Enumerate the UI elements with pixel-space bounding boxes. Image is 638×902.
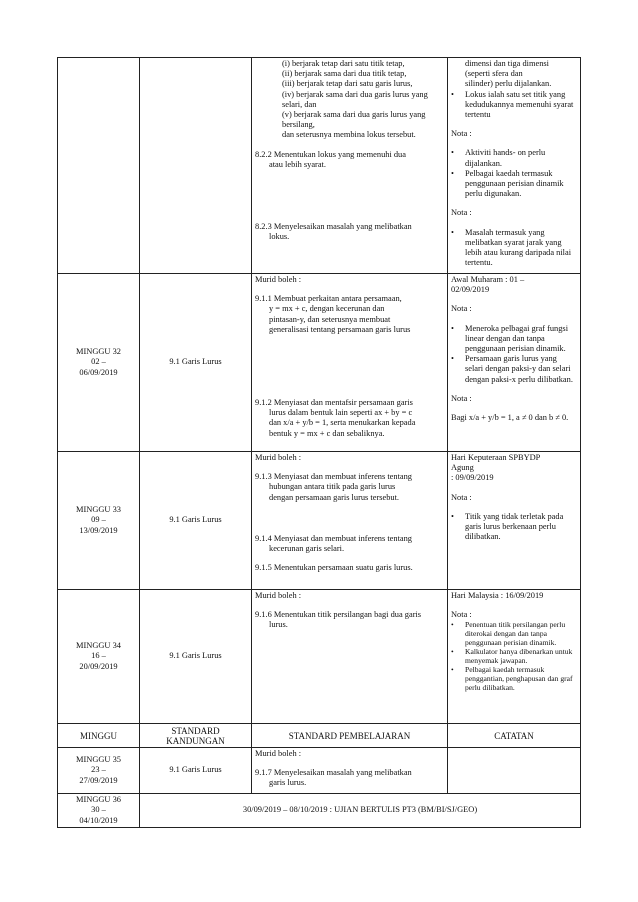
sk-cell: 9.1 Garis Lurus [140,452,252,590]
sp-9-1-5: 9.1.5 Menentukan persamaan suatu garis lurus. [255,563,413,573]
murid-boleh: Murid boleh : [255,453,302,462]
row-minggu-32 [58,274,581,452]
sk-cell: 9.1 Garis Lurus [140,590,252,724]
sp-9-1-1-line2: y = mx + c, dengan kecerunan dan [269,304,385,314]
catatan-cell-empty [448,748,581,794]
bullet-item: • Persamaan garis lurus yang selari dengan paksi-y dan selari dengan paksi-x perlu dilibatkan. [451,354,573,384]
murid-boleh: Murid boleh : [255,275,302,284]
sp-9-1-7-line1: 9.1.7 Menyelesaikan masalah yang melibatkan [255,768,412,778]
sk-cell-empty [140,58,252,274]
catatan-cell-lokus [448,58,581,274]
murid-boleh: Murid boleh : [255,749,302,758]
row-minggu-36 [58,794,581,828]
header-catatan: CATATAN [448,724,581,748]
sp-9-1-7-line2: garis lurus. [269,778,307,788]
sp-9-1-4-line2: kecerunan garis selari. [269,544,345,554]
bagi-note: Bagi x/a + y/b = 1, a ≠ 0 dan b ≠ 0. [451,413,569,423]
sp-9-1-1-line1: 9.1.1 Membuat perkaitan antara persamaan, [255,294,402,304]
catatan-event-date: : 09/09/2019 [451,473,494,483]
sp-9-1-2-line4: bentuk y = mx + c dan sebaliknya. [269,428,385,438]
sp-cell [252,748,448,794]
header-sk-line1: STANDARD [171,725,220,736]
sp-8-2-2-line2: atau lebih syarat. [269,159,326,169]
sp-9-1-6-line2: lurus. [269,620,288,630]
header-minggu: MINGGU [58,724,140,748]
minggu-cell [58,452,140,590]
nota-label: Nota : [451,610,472,620]
catatan-event: Hari Malaysia : 16/09/2019 [451,591,544,600]
minggu-date-end: 06/09/2019 [79,367,118,377]
bullet-item: • Titik yang tidak terletak pada garis lurus berkenaan perlu dilibatkan. [451,511,564,542]
minggu-label: MINGGU 33 [76,505,121,515]
catatan-line: dimensi dan tiga dimensi [465,59,549,68]
nota-label: Nota : [451,393,472,403]
minggu-cell-empty [58,58,140,274]
nota-label: Nota : [451,304,472,314]
catatan-cell [448,590,581,724]
minggu-cell [58,748,140,794]
sk-cell: 9.1 Garis Lurus [140,748,252,794]
lokus-item-1: (i) berjarak tetap dari satu titik tetap, [282,59,405,68]
minggu-label: MINGGU 32 [76,347,121,357]
lokus-item-4: (iv) berjarak sama dari dua garis lurus yang selari, dan [282,89,428,109]
murid-boleh: Murid boleh : [255,591,302,600]
minggu-date-start: 09 – [91,515,106,525]
minggu-date-start: 30 – [91,805,106,815]
nota-label: Nota : [451,129,472,139]
minggu-cell [58,590,140,724]
bullet-item: • Meneroka pelbagai graf fungsi linear dengan dan tanpa penggunaan perisian dinamik. [451,323,569,354]
sp-cell [252,274,448,452]
bullet-item: • Penentuan titik persilangan perlu diterokai dengan dan tanpa penggunaan perisian dinamik. [451,620,566,648]
bullet-item: • Pelbagai kaedah termasuk penggunaan perisian dinamik perlu digunakan. [451,168,564,199]
sp-9-1-2-line2: lurus dalam bentuk lain seperti ax + by = c [269,408,413,418]
sp-8-2-3-line1: 8.2.3 Menyelesaikan masalah yang melibatkan [255,222,412,232]
row-minggu-33 [58,452,581,590]
catatan-event: Agung [451,463,474,473]
header-sk-line2: KANDUNGAN [166,735,225,746]
rpt-table [57,57,581,828]
minggu-cell [58,794,140,828]
row-minggu-34 [58,590,581,724]
sp-9-1-2-line1: 9.1.2 Menyiasat dan mentafsir persamaan garis [255,398,413,408]
catatan-event: Hari Keputeraan SPBYDP [451,453,541,462]
catatan-event-date: 02/09/2019 [451,285,490,295]
sp-9-1-6-line1: 9.1.6 Menentukan titik persilangan bagi dua garis [255,610,422,620]
lokus-item-2: (ii) berjarak sama dari dua titik tetap, [282,69,407,79]
header-standard-kandungan [140,724,252,748]
sp-9-1-3-line1: 9.1.3 Menyiasat dan membuat inferens tentang [255,472,412,482]
bullet-item: • Masalah termasuk yang melibatkan syarat jarak yang lebih atau kurang daripada nilai tertentu. [451,227,572,268]
minggu-date-start: 16 – [91,651,106,661]
sp-cell [252,452,448,590]
sp-9-1-3-line2: hubungan antara titik pada garis lurus [269,482,396,492]
catatan-cell [448,452,581,590]
sp-9-1-3-line3: dengan persamaan garis lurus tersebut. [269,492,400,502]
catatan-line: (seperti sfera dan [465,69,523,79]
lokus-item-3: (iii) berjarak tetap dari satu garis lurus, [282,79,413,89]
minggu-date-end: 13/09/2019 [79,525,118,535]
minggu-date-start: 23 – [91,765,106,775]
minggu-date-end: 04/10/2019 [79,815,118,825]
bullet-item: • Aktiviti hands- on perlu dijalankan. [451,148,546,168]
minggu-cell [58,274,140,452]
sp-9-1-4-line1: 9.1.4 Menyiasat dan membuat inferens tentang [255,533,412,543]
bullet-item: • Kalkulator hanya dibenarkan untuk menyemak jawapan. [451,647,573,666]
minggu-date-end: 27/09/2019 [79,775,118,785]
sp-8-2-2-line1: 8.2.2 Menentukan lokus yang memenuhi dua [255,149,406,159]
sk-cell: 9.1 Garis Lurus [140,274,252,452]
header-row [58,724,581,748]
lokus-item-6: dan seterusnya membina lokus tersebut. [282,130,416,140]
sp-cell [252,590,448,724]
row-minggu-35 [58,748,581,794]
sp-8-2-3-line2: lokus. [269,232,290,242]
nota-label: Nota : [451,492,472,502]
sp-cell-lokus [252,58,448,274]
catatan-event: Awal Muharam : 01 – [451,275,525,284]
minggu-date-end: 20/09/2019 [79,661,118,671]
sp-9-1-2-line3: dan x/a + y/b = 1, serta menukarkan kepada [269,418,416,428]
sp-9-1-1-line3: pintasan-y, dan seterusnya membuat [269,314,391,324]
lokus-item-5: (v) berjarak sama dari dua garis lurus yang bersilang, [282,110,426,130]
catatan-line: silinder) perlu dijalankan. [465,79,552,89]
minggu-label: MINGGU 35 [76,755,121,765]
minggu-date-start: 02 – [91,357,106,367]
bullet-item: • Pelbagai kaedah termasuk penggantian, penghapusan dan graf perlu dilibatkan. [451,665,573,693]
ujian-pt3-cell: 30/09/2019 – 08/10/2019 : UJIAN BERTULIS PT3 (BM/BI/SJ/GEO) [140,794,581,828]
row-continuation [58,58,581,274]
minggu-label: MINGGU 36 [76,795,121,805]
header-standard-pembelajaran: STANDARD PEMBELAJARAN [252,724,448,748]
nota-label: Nota : [451,208,472,218]
sp-9-1-1-line4: generalisasi tentang persamaan garis lurus [269,324,411,334]
bullet-item: • Lokus ialah satu set titik yang kedudukannya memenuhi syarat tertentu [451,89,574,120]
minggu-label: MINGGU 34 [76,641,121,651]
catatan-cell [448,274,581,452]
